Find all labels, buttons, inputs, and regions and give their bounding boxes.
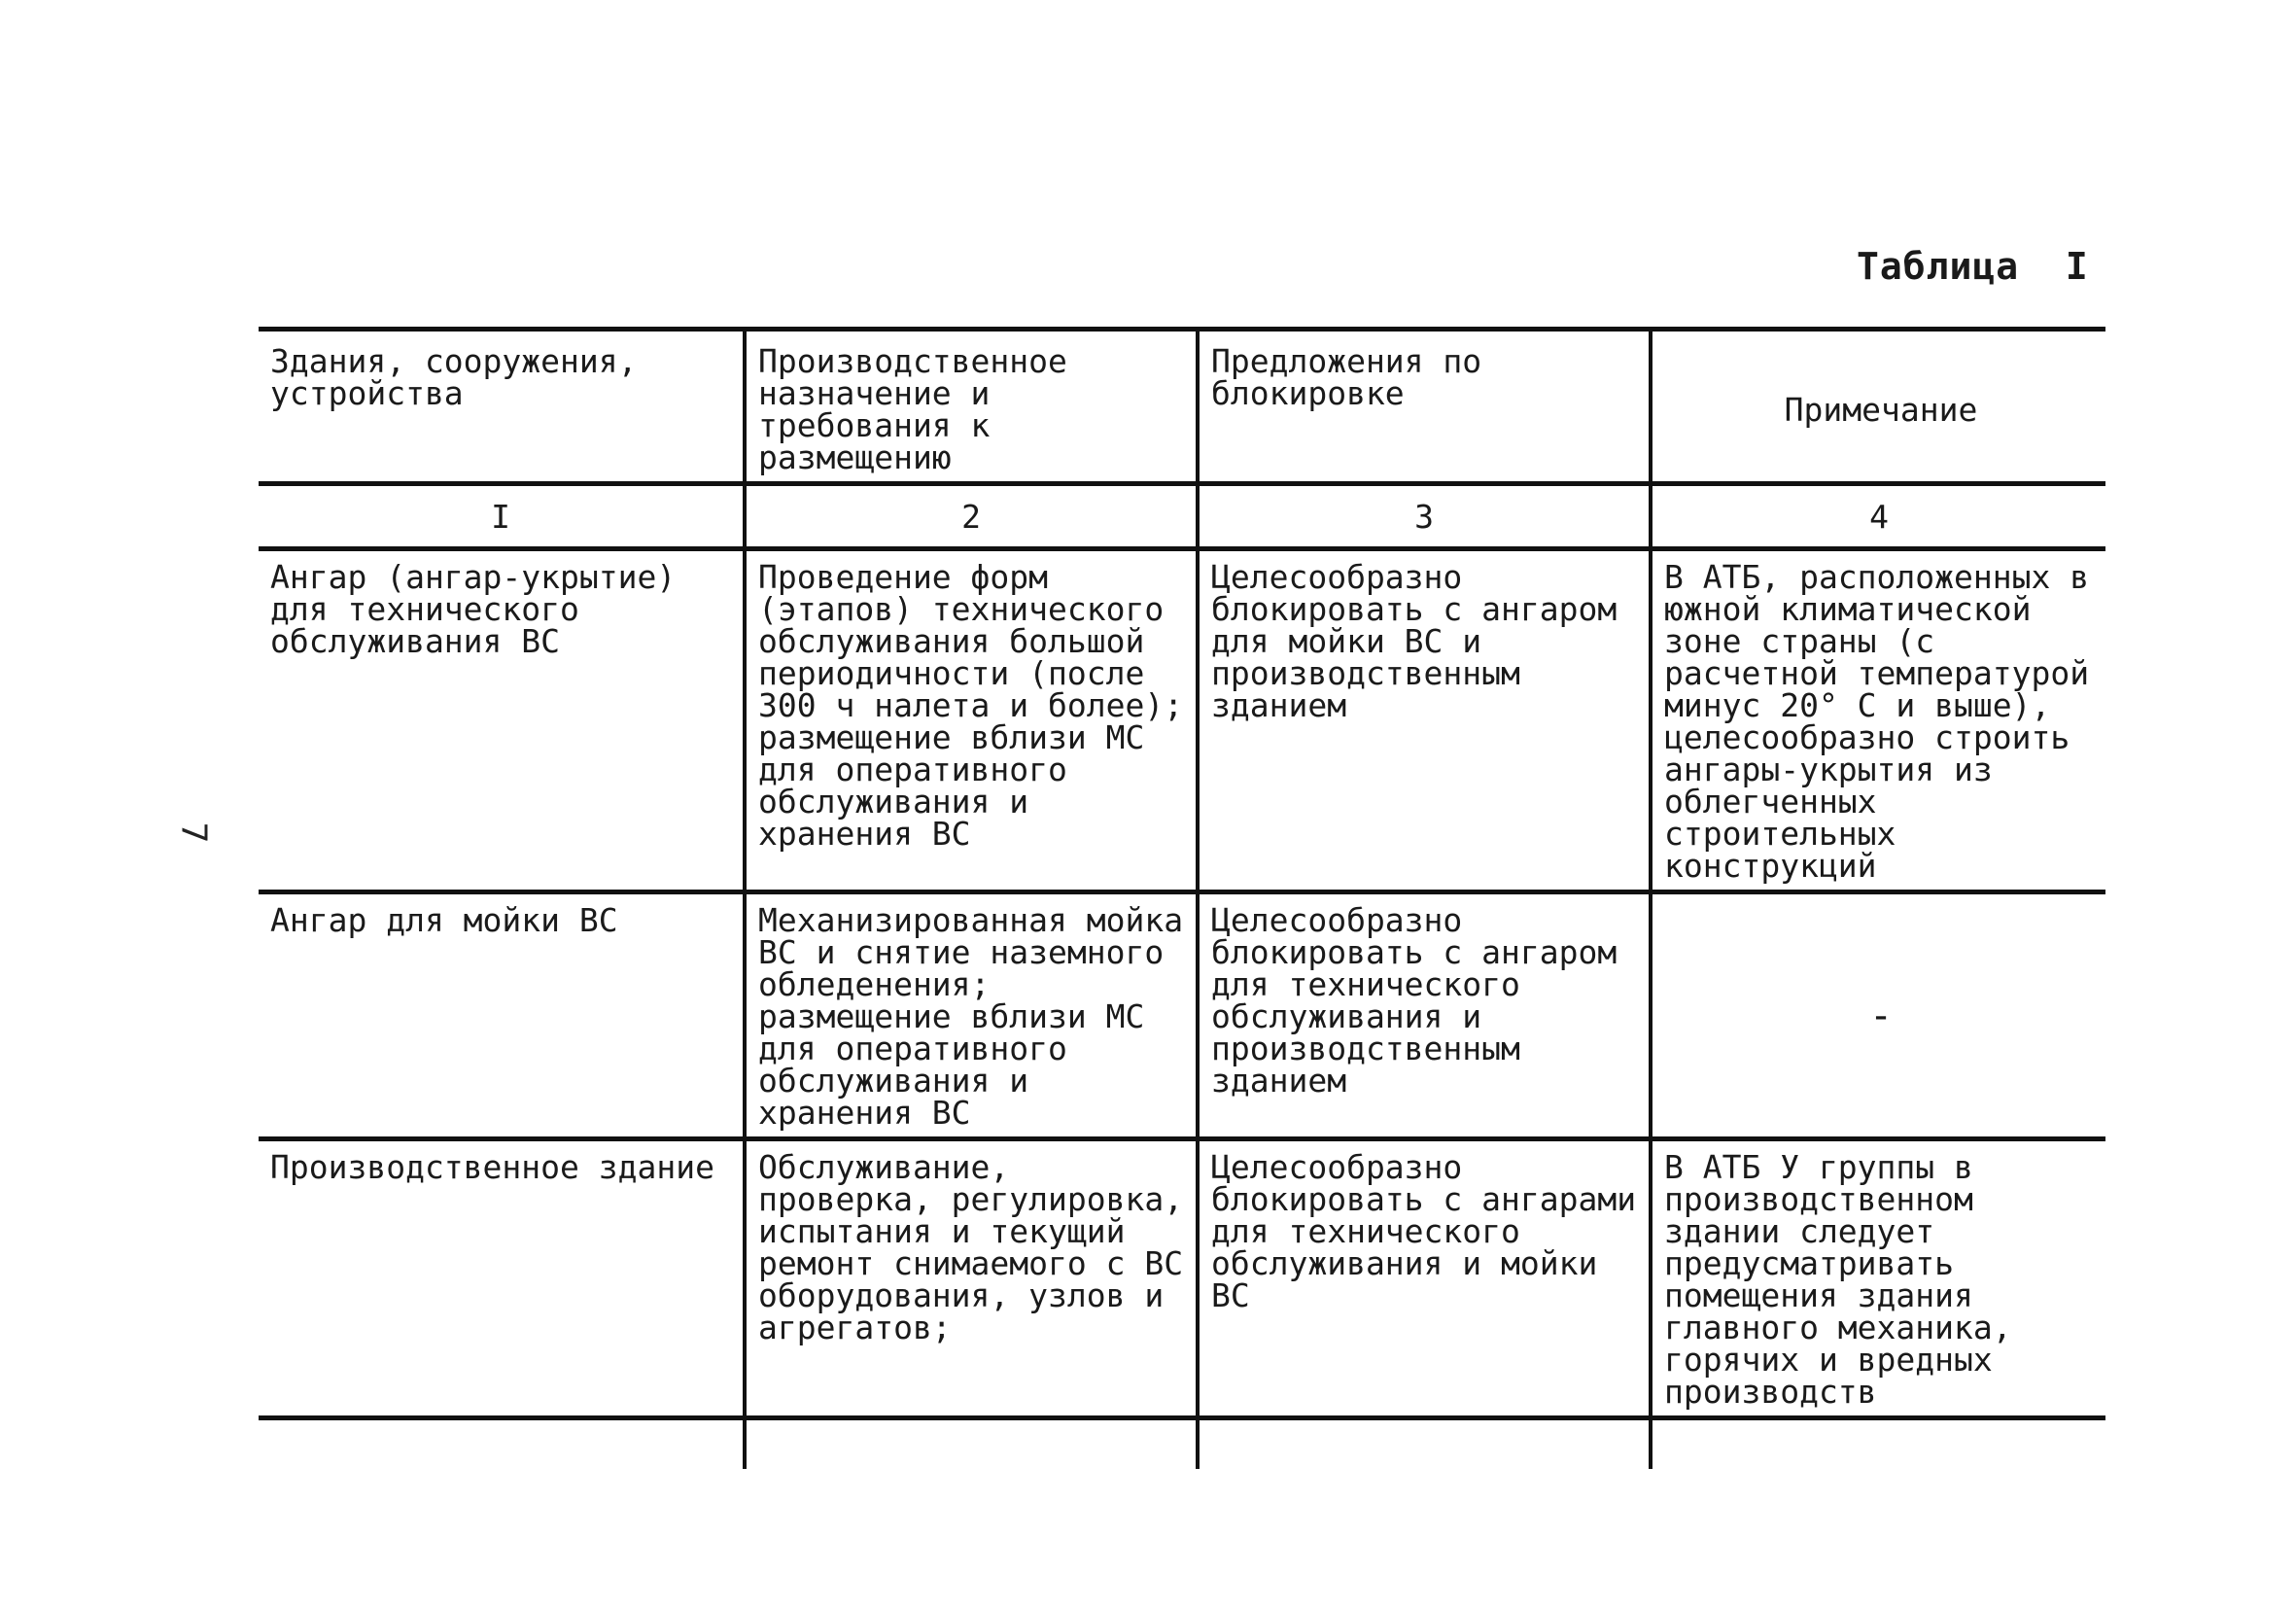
- cell-text: Целесообразно блокировать с ангаром для мойки ВС и производственным зданием: [1211, 558, 1618, 724]
- table-row: [259, 549, 2105, 892]
- cell-text: Производственное здание: [270, 1148, 714, 1186]
- empty-cell: [1198, 1418, 1651, 1470]
- cell-text: В АТБ У группы в производственном здании следует предусматривать помещения здания главного механика, горячих и вредных производств: [1664, 1148, 2012, 1411]
- table-container: [259, 327, 2105, 1469]
- column-number: 3: [1198, 484, 1651, 549]
- cell-building: [259, 892, 745, 1139]
- cell-purpose: [745, 1139, 1198, 1418]
- cell-text: Целесообразно блокировать с ангарами для технического обслуживания и мойки ВС: [1211, 1148, 1637, 1314]
- empty-cell: [1651, 1418, 2105, 1470]
- cell-blocking: [1198, 549, 1651, 892]
- empty-cell: [745, 1418, 1198, 1470]
- cell-note: [1651, 892, 2105, 1139]
- header-label: Предложения по блокировке: [1211, 342, 1482, 412]
- table-caption: Таблица I: [1857, 245, 2089, 288]
- header-cell-blocking: [1198, 330, 1651, 484]
- header-cell-buildings: [259, 330, 745, 484]
- cell-text: Ангар (ангар-укрытие) для технического обслуживания ВС: [270, 558, 677, 660]
- table-row: [259, 1139, 2105, 1418]
- cell-purpose: [745, 549, 1198, 892]
- cell-blocking: [1198, 1139, 1651, 1418]
- column-number: 2: [745, 484, 1198, 549]
- header-label: Примечание: [1784, 390, 1978, 429]
- table-header-row: [259, 330, 2105, 484]
- data-table: [259, 327, 2105, 1469]
- cell-text: Проведение форм (этапов) технического обслуживания большой периодичности (после 300 ч налета и более); размещение вблизи МС для оперативного обслуживания и хранения ВС: [758, 558, 1184, 853]
- cell-text: -: [1868, 994, 1894, 1038]
- table-continuation-row: [259, 1418, 2105, 1470]
- cell-note: [1651, 549, 2105, 892]
- cell-text: В АТБ, расположенных в южной климатической зоне страны (с расчетной температурой минус 20° С и выше), целесообразно строить ангары-укрытия из облегченных строительных конструкций: [1664, 558, 2090, 885]
- header-cell-note: [1651, 330, 2105, 484]
- empty-cell: [259, 1418, 745, 1470]
- cell-text: Механизированная мойка ВС и снятие наземного обледенения; размещение вблизи МС для оперативного обслуживания и хранения ВС: [758, 901, 1184, 1132]
- header-label: Производственное назначение и требования к размещению: [758, 342, 1067, 476]
- column-number: I: [259, 484, 745, 549]
- column-number-row: [259, 484, 2105, 549]
- column-number: 4: [1651, 484, 2105, 549]
- cell-building: [259, 1139, 745, 1418]
- header-label: Здания, сооружения, устройства: [270, 342, 638, 412]
- table-row: [259, 892, 2105, 1139]
- header-cell-purpose: [745, 330, 1198, 484]
- cell-text: Целесообразно блокировать с ангаром для технического обслуживания и производственным зданием: [1211, 901, 1618, 1100]
- cell-blocking: [1198, 892, 1651, 1139]
- cell-note: [1651, 1139, 2105, 1418]
- cell-purpose: [745, 892, 1198, 1139]
- cell-text: Обслуживание, проверка, регулировка, испытания и текущий ремонт снимаемого с ВС оборудования, узлов и агрегатов;: [758, 1148, 1184, 1346]
- cell-building: [259, 549, 745, 892]
- cell-text: Ангар для мойки ВС: [270, 901, 618, 939]
- page-number: 7: [173, 821, 214, 844]
